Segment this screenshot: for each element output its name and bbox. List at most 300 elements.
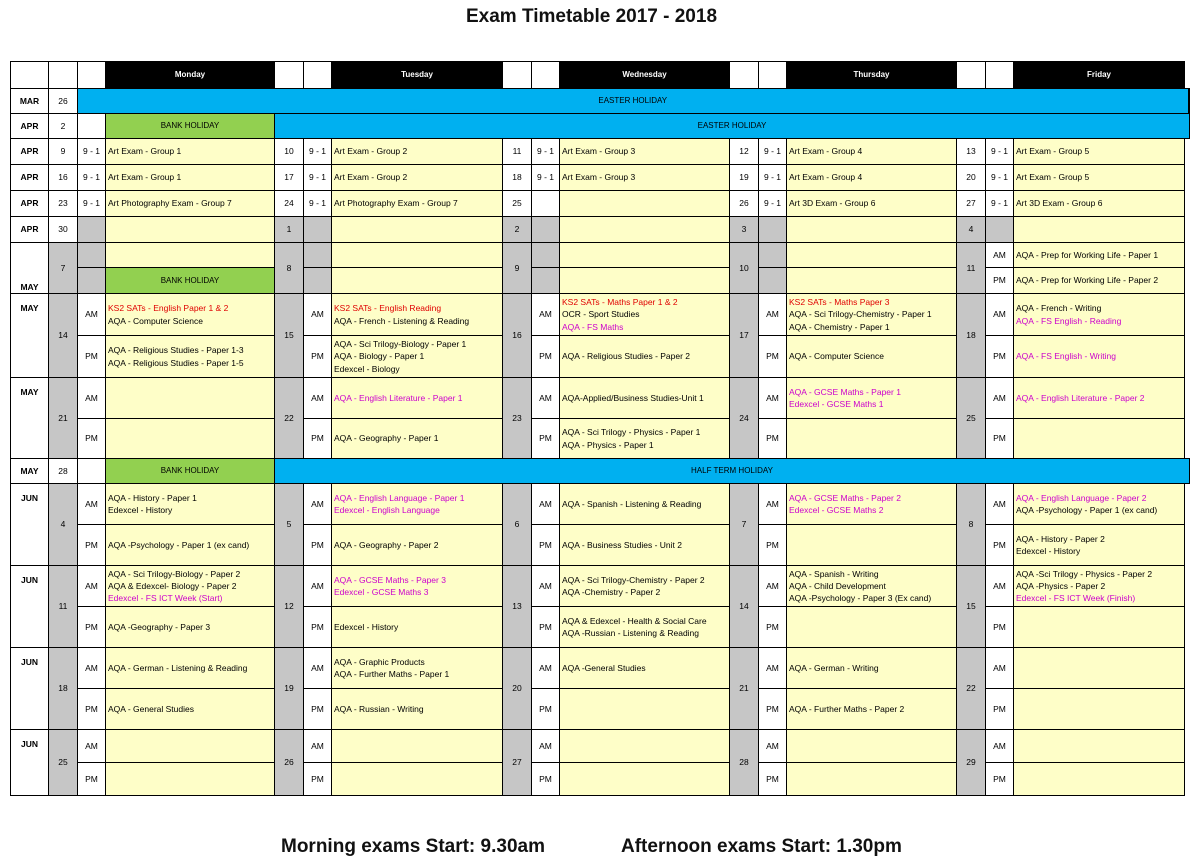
session-label: PM [304,607,332,648]
exam-cell [106,336,275,378]
exam-entry: AQA - Sci Trilogy - Physics - Paper 1 [562,427,701,438]
session-label: AM [759,566,787,607]
session-label [78,268,106,294]
exam-cell [1014,689,1185,730]
exam-cell [560,336,730,378]
exam-entry: AQA - Further Maths - Paper 1 [334,669,450,679]
exam-cell [106,165,275,191]
bank-holiday-banner: BANK HOLIDAY [106,459,275,484]
exam-cell [560,730,730,763]
month-label: APR [11,191,49,217]
session-label: AM [986,648,1014,689]
exam-cell [1014,525,1185,566]
exam-cell [1014,294,1185,336]
exam-cell [560,378,730,419]
session-label: AM [78,294,106,336]
holiday-banner: EASTER HOLIDAY [275,114,1190,139]
session-label: 9 - 1 [304,191,332,217]
session-label [532,243,560,268]
day-header-wednesday: Wednesday [560,62,730,89]
exam-cell [332,165,503,191]
month-label: MAY [11,294,49,378]
session-label [78,217,106,243]
date-number: 10 [730,243,759,294]
date-number: 25 [957,378,986,459]
exam-entry: Art Photography Exam - Group 7 [108,198,232,209]
exam-entry: AQA & Edexcel - Health & Social Care [562,615,707,626]
date-number: 25 [503,191,532,217]
bank-holiday-banner [1189,89,1190,114]
date-number: 1 [275,217,304,243]
exam-cell [560,689,730,730]
date-number: 4 [49,484,78,566]
exam-entry: AQA - GCSE Maths - Paper 1 [789,386,901,397]
session-label: AM [78,730,106,763]
month-label: MAY [11,378,49,459]
exam-entry: Art 3D Exam - Group 6 [789,198,876,209]
exam-entry: Art Exam - Group 5 [1016,146,1090,157]
exam-entry: AQA - GCSE Maths - Paper 2 [789,492,901,503]
exam-cell [787,484,957,525]
session-label: 9 - 1 [986,165,1014,191]
exam-entry: AQA - Sci Trilogy-Chemistry - Paper 1 [789,309,932,320]
session-label: PM [986,268,1014,294]
exam-cell [787,191,957,217]
date-number: 27 [957,191,986,217]
date-number: 23 [49,191,78,217]
exam-cell [1014,191,1185,217]
exam-cell [560,243,730,268]
exam-entry: AQA - Spanish - Writing [789,568,879,579]
month-label: MAY [11,243,49,294]
month-label: JUN [11,484,49,566]
session-label: PM [304,336,332,378]
exam-cell [106,294,275,336]
session-label: AM [304,648,332,689]
exam-entry: AQA - Russian - Writing [334,703,424,714]
exam-cell [106,525,275,566]
exam-entry: AQA-Applied/Business Studies-Unit 1 [562,392,704,403]
date-number: 10 [275,139,304,165]
session-label: PM [304,419,332,459]
exam-entry: Edexcel - History [1016,546,1081,556]
session-label: PM [759,607,787,648]
session-label: AM [304,378,332,419]
session-label: PM [78,419,106,459]
exam-entry: AQA - French - Listening & Reading [334,315,470,326]
exam-cell [560,566,730,607]
exam-cell [332,217,503,243]
exam-entry: AQA - Chemistry - Paper 1 [789,321,890,332]
date-number: 18 [503,165,532,191]
exam-entry: Art Exam - Group 1 [108,172,182,183]
session-label: AM [532,484,560,525]
exam-cell [106,191,275,217]
exam-cell [560,525,730,566]
exam-entry: AQA - Physics - Paper 1 [562,439,654,450]
exam-entry: AQA - Business Studies - Unit 2 [562,539,682,550]
exam-cell [560,419,730,459]
exam-entry: AQA -Sci Trilogy - Physics - Paper 2 [1016,568,1153,579]
session-label: AM [304,730,332,763]
session-label [532,191,560,217]
exam-entry: Art Exam - Group 4 [789,146,863,157]
session-label: PM [532,419,560,459]
session-label: PM [986,419,1014,459]
month-label: JUN [11,566,49,648]
exam-cell [1014,730,1185,763]
session-label: AM [986,243,1014,268]
month-label: JUN [11,730,49,796]
session-label: 9 - 1 [304,139,332,165]
session-label: AM [78,484,106,525]
date-number: 5 [275,484,304,566]
exam-cell [787,689,957,730]
page-title: Exam Timetable 2017 - 2018 [465,6,718,27]
session-label: AM [532,730,560,763]
header-blank-period [986,62,1014,89]
exam-entry: KS2 SATs - English Reading [334,303,442,314]
date-number: 22 [957,648,986,730]
blank-cell [78,459,106,484]
exam-cell [1014,566,1185,607]
exam-entry: AQA -Psychology - Paper 1 (ex cand) [1016,505,1158,515]
exam-entry: AQA - Prep for Working Life - Paper 1 [1016,249,1159,260]
date-number: 26 [730,191,759,217]
date-number: 4 [957,217,986,243]
header-blank-period [78,62,106,89]
date-number: 16 [49,165,78,191]
day-header-thursday: Thursday [787,62,957,89]
session-label: 9 - 1 [304,165,332,191]
date-number: 7 [730,484,759,566]
session-label [759,268,787,294]
blank-cell [78,114,106,139]
exam-entry: AQA - Geography - Paper 2 [334,539,439,550]
session-label: PM [78,763,106,796]
exam-cell [106,730,275,763]
exam-cell [332,243,503,268]
afternoon-start-note: Afternoon exams Start: 1.30pm [621,836,902,857]
session-label: 9 - 1 [759,139,787,165]
exam-cell [787,217,957,243]
exam-cell [1014,607,1185,648]
exam-entry: AQA - Computer Science [789,351,884,362]
exam-entry: AQA - German - Listening & Reading [108,662,248,673]
session-label: PM [532,525,560,566]
exam-cell [332,378,503,419]
exam-entry: AQA - English Literature - Paper 2 [1016,392,1145,403]
exam-entry: AQA -Psychology - Paper 1 (ex cand) [108,539,250,550]
exam-entry: Edexcel - GCSE Maths 3 [334,587,429,597]
date-number: 18 [49,648,78,730]
exam-entry: AQA - Sci Trilogy-Biology - Paper 2 [108,568,241,579]
exam-cell [106,378,275,419]
exam-cell [560,763,730,796]
day-header-monday: Monday [106,62,275,89]
header-blank-date [730,62,759,89]
session-label [304,217,332,243]
exam-cell [787,566,957,607]
session-label: PM [759,525,787,566]
session-label: PM [759,419,787,459]
date-number: 26 [275,730,304,796]
exam-entry: Art Exam - Group 2 [334,146,408,157]
session-label: AM [986,730,1014,763]
session-label: AM [759,294,787,336]
exam-entry: Art Exam - Group 1 [108,146,182,157]
date-number: 27 [503,730,532,796]
session-label: PM [532,336,560,378]
day-header-tuesday: Tuesday [332,62,503,89]
exam-entry: AQA - Computer Science [108,315,203,326]
exam-entry: Edexcel - English Language [334,505,440,515]
exam-cell [560,607,730,648]
exam-cell [332,191,503,217]
month-label: APR [11,114,49,139]
exam-cell [332,484,503,525]
exam-cell [332,648,503,689]
bank-holiday-banner: BANK HOLIDAY [106,114,275,139]
exam-entry: AQA -Physics - Paper 2 [1016,580,1106,591]
session-label: PM [78,525,106,566]
session-label [304,268,332,294]
exam-cell [560,268,730,294]
date-number: 9 [49,139,78,165]
date-number: 8 [275,243,304,294]
exam-cell [787,607,957,648]
exam-entry: AQA -Chemistry - Paper 2 [562,587,661,597]
exam-entry: Edexcel - Biology [334,363,400,374]
exam-entry: Edexcel - GCSE Maths 1 [789,399,884,409]
exam-entry: Art Exam - Group 5 [1016,172,1090,183]
date-number: 14 [730,566,759,648]
exam-cell [560,484,730,525]
exam-cell [787,763,957,796]
exam-entry: AQA - French - Writing [1016,303,1102,314]
exam-entry: AQA - FS Maths [562,321,624,332]
exam-cell [106,419,275,459]
date-number: 21 [49,378,78,459]
exam-cell [787,139,957,165]
session-label: PM [759,336,787,378]
date-number: 19 [730,165,759,191]
session-label [986,217,1014,243]
exam-cell [332,525,503,566]
exam-entry: AQA - Biology - Paper 1 [334,351,425,362]
exam-cell [1014,217,1185,243]
exam-entry: AQA -General Studies [562,662,646,673]
session-label [304,243,332,268]
exam-entry: AQA - History - Paper 1 [108,492,197,503]
exam-cell [332,607,503,648]
exam-cell [106,763,275,796]
exam-cell [106,689,275,730]
exam-cell [787,730,957,763]
session-label: AM [304,566,332,607]
holiday-banner: HALF TERM HOLIDAY [275,459,1190,484]
session-label: 9 - 1 [78,165,106,191]
exam-cell [1014,484,1185,525]
date-number: 25 [49,730,78,796]
session-label: AM [304,294,332,336]
day-header-friday: Friday [1014,62,1185,89]
exam-cell [1014,139,1185,165]
exam-cell [1014,648,1185,689]
exam-entry: AQA - English Literature - Paper 1 [334,392,463,403]
exam-cell [1014,336,1185,378]
exam-entry: AQA - History - Paper 2 [1016,533,1105,544]
session-label: PM [759,689,787,730]
date-number: 2 [503,217,532,243]
exam-cell [332,336,503,378]
exam-timetable [10,61,1190,796]
session-label: AM [304,484,332,525]
date-number: 19 [275,648,304,730]
header-blank-month [11,62,49,89]
exam-cell [560,165,730,191]
exam-entry: AQA -Psychology - Paper 3 (Ex cand) [789,593,932,604]
date-number: 3 [730,217,759,243]
exam-entry: Art 3D Exam - Group 6 [1016,198,1103,209]
exam-cell [332,763,503,796]
session-label: PM [78,689,106,730]
session-label: 9 - 1 [986,139,1014,165]
date-number: 12 [275,566,304,648]
exam-entry: Art Photography Exam - Group 7 [334,198,458,209]
exam-entry: AQA - Graphic Products [334,656,425,667]
date-number: 16 [503,294,532,378]
session-label [532,268,560,294]
session-label: PM [986,763,1014,796]
session-label: 9 - 1 [78,191,106,217]
exam-cell [332,730,503,763]
exam-cell [106,139,275,165]
session-label: PM [78,607,106,648]
session-label [532,217,560,243]
date-number: 7 [49,243,78,294]
exam-entry: Art Exam - Group 3 [562,146,636,157]
exam-cell [787,243,957,268]
date-number: 12 [730,139,759,165]
exam-cell [560,217,730,243]
exam-entry: AQA - General Studies [108,703,194,714]
session-label: AM [78,566,106,607]
session-label: AM [532,378,560,419]
exam-entry: KS2 SATs - Maths Paper 3 [789,297,890,308]
exam-cell [560,139,730,165]
exam-cell [787,648,957,689]
date-number: 20 [957,165,986,191]
exam-entry: AQA - Religious Studies - Paper 1-3 [108,345,244,356]
exam-entry: AQA - German - Writing [789,662,879,673]
session-label: AM [78,378,106,419]
session-label: AM [532,648,560,689]
month-label: APR [11,165,49,191]
session-label: PM [304,763,332,796]
header-blank-period [532,62,560,89]
exam-entry: AQA - FS English - Writing [1016,351,1116,362]
date-number: 18 [957,294,986,378]
exam-entry: AQA - Prep for Working Life - Paper 2 [1016,275,1159,286]
session-label: PM [304,525,332,566]
date-number: 15 [275,294,304,378]
exam-entry: Edexcel - GCSE Maths 2 [789,505,884,515]
date-number: 30 [49,217,78,243]
date-number: 11 [49,566,78,648]
session-label: AM [986,294,1014,336]
exam-entry: AQA - FS English - Reading [1016,315,1122,326]
date-number: 13 [957,139,986,165]
exam-entry: AQA - Child Development [789,580,886,591]
session-label: AM [759,378,787,419]
exam-entry: KS2 SATs - Maths Paper 1 & 2 [562,297,678,308]
exam-entry: KS2 SATs - English Paper 1 & 2 [108,303,229,314]
exam-cell [787,165,957,191]
session-label [78,243,106,268]
exam-cell [787,336,957,378]
exam-entry: OCR - Sport Studies [562,309,640,320]
month-label: MAR [11,89,49,114]
exam-cell [106,243,275,268]
holiday-banner: EASTER HOLIDAY [78,89,1189,114]
exam-cell [1014,243,1185,268]
date-number: 8 [957,484,986,566]
exam-cell [1014,419,1185,459]
exam-entry: AQA - Religious Studies - Paper 2 [562,351,691,362]
date-number: 13 [503,566,532,648]
date-number: 11 [957,243,986,294]
exam-cell [787,378,957,419]
exam-entry: AQA - GCSE Maths - Paper 3 [334,574,446,585]
exam-cell [332,566,503,607]
exam-cell [332,294,503,336]
session-label: AM [78,648,106,689]
date-number: 22 [275,378,304,459]
session-label: PM [532,607,560,648]
exam-entry: AQA - Spanish - Listening & Reading [562,498,702,509]
exam-cell [1014,763,1185,796]
session-label: PM [986,607,1014,648]
date-number: 17 [730,294,759,378]
session-label [759,217,787,243]
exam-cell [787,294,957,336]
exam-entry: AQA - Sci Trilogy-Biology - Paper 1 [334,339,467,350]
session-label: PM [304,689,332,730]
session-label: 9 - 1 [986,191,1014,217]
exam-entry: AQA -Geography - Paper 3 [108,621,211,632]
exam-entry: Edexcel - FS ICT Week (Start) [108,593,223,604]
exam-entry: AQA - Sci Trilogy-Chemistry - Paper 2 [562,574,705,585]
session-label: 9 - 1 [532,165,560,191]
exam-cell [332,139,503,165]
header-blank-date [957,62,986,89]
exam-cell [106,484,275,525]
exam-entry: AQA & Edexcel- Biology - Paper 2 [108,580,237,591]
exam-entry: Art Exam - Group 4 [789,172,863,183]
session-label: AM [759,730,787,763]
date-number: 24 [730,378,759,459]
session-label: AM [986,566,1014,607]
exam-cell [1014,165,1185,191]
exam-cell [106,217,275,243]
exam-entry: Edexcel - FS ICT Week (Finish) [1016,593,1136,604]
header-blank-date [275,62,304,89]
session-label: PM [986,689,1014,730]
session-label: 9 - 1 [532,139,560,165]
header-blank-date [503,62,532,89]
session-label: PM [78,336,106,378]
